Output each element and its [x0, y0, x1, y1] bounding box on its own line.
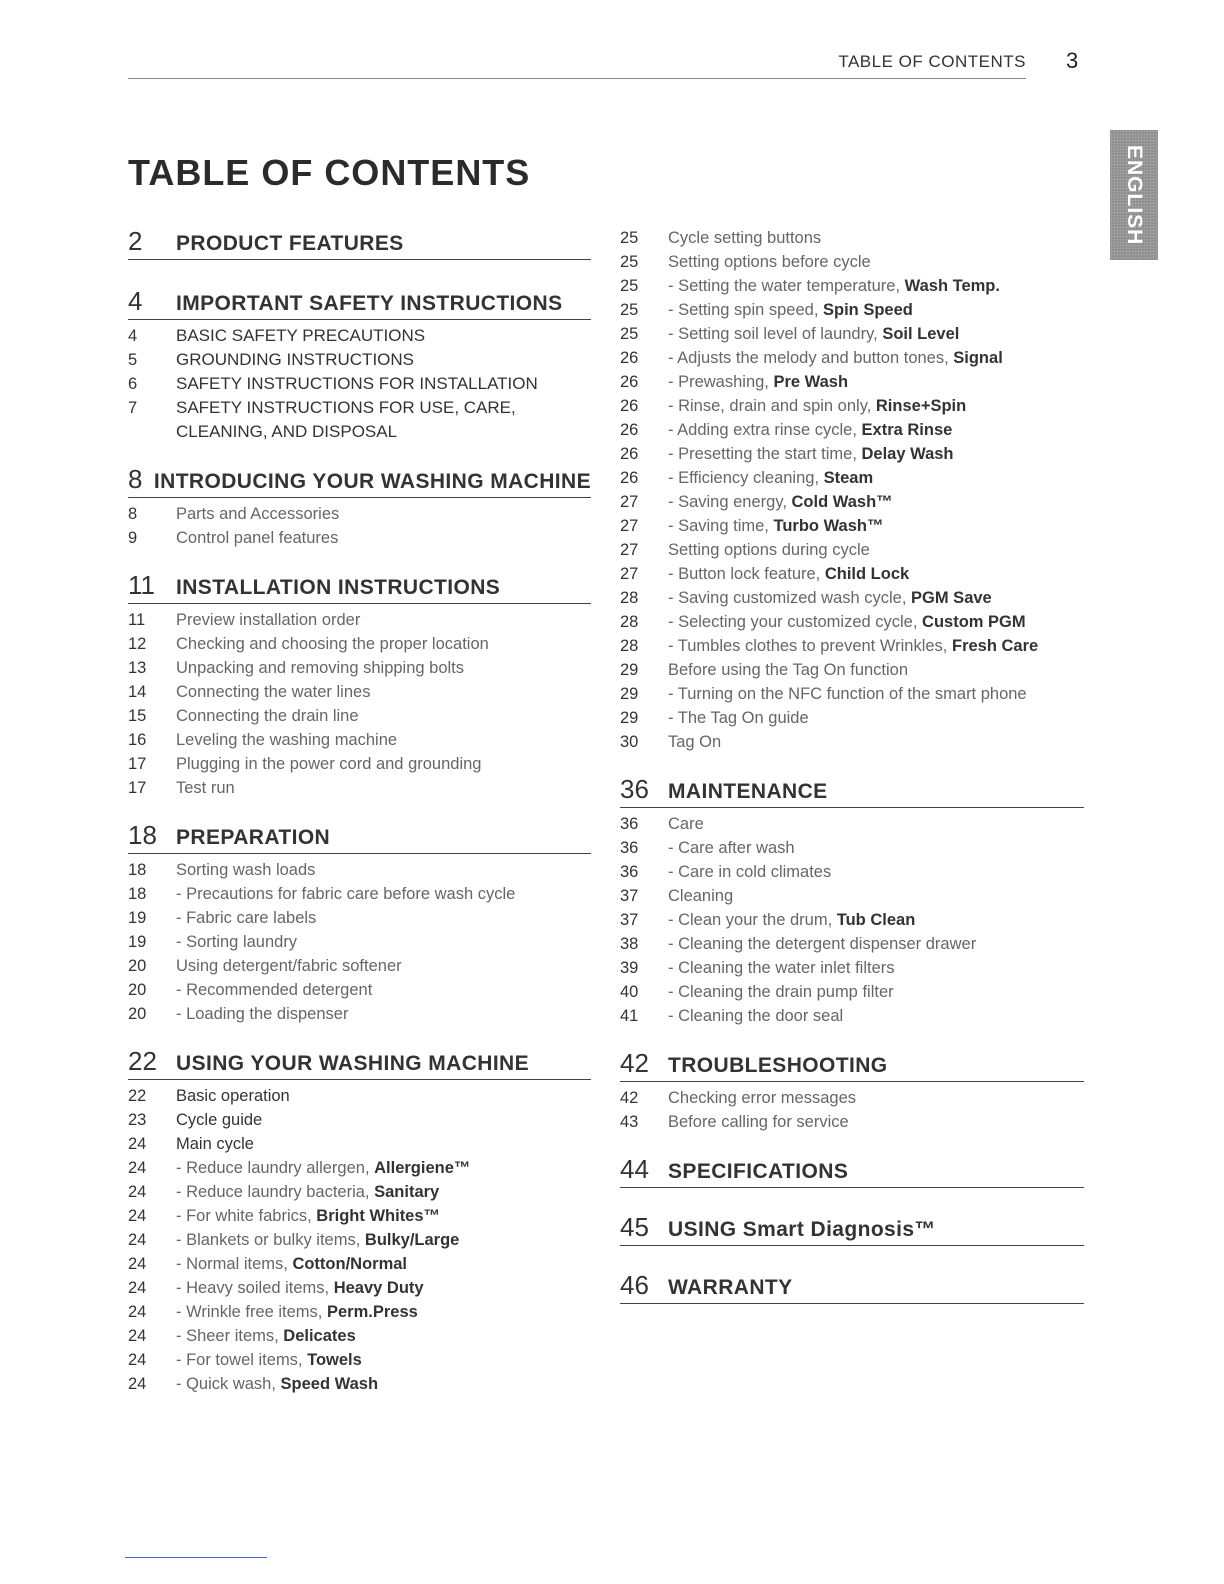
- entry-page: 40: [620, 983, 639, 1001]
- entry-page: 17: [128, 755, 147, 773]
- toc-entry[interactable]: [128, 776, 591, 800]
- toc-entry[interactable]: [128, 1252, 591, 1276]
- toc-entry[interactable]: [620, 908, 1084, 932]
- toc-section-maintenance: [620, 774, 1084, 1028]
- entry-page: 29: [620, 661, 639, 679]
- toc-section-installation: [128, 570, 591, 800]
- toc-entry[interactable]: [620, 586, 1084, 610]
- entry-page: 27: [620, 565, 639, 583]
- entry-page: 25: [620, 277, 639, 295]
- toc-entry[interactable]: [620, 812, 1084, 836]
- entry-page: 29: [620, 685, 639, 703]
- entry-text: - Rinse, drain and spin only,: [668, 397, 876, 415]
- entry-text: - Efficiency cleaning,: [668, 469, 824, 487]
- toc-entry[interactable]: [128, 1132, 591, 1156]
- entry-text: - Selecting your customized cycle,: [668, 613, 923, 631]
- section-heading: [620, 1212, 1084, 1246]
- entry-text: - Loading the dispenser: [176, 1005, 349, 1023]
- entry-text: Using detergent/fabric softener: [176, 957, 402, 975]
- entry-text: - Reduce laundry bacteria,: [176, 1183, 375, 1201]
- entry-page: 24: [128, 1207, 147, 1225]
- toc-entry[interactable]: [620, 298, 1084, 322]
- toc-section-introducing: [128, 464, 591, 550]
- language-tab-label: ENGLISH: [1123, 144, 1146, 246]
- toc-entry[interactable]: [620, 442, 1084, 466]
- section-page-number: 45: [620, 1212, 649, 1242]
- entry-text: Basic operation: [176, 1087, 290, 1105]
- entry-text: Preview installation order: [176, 611, 361, 629]
- entry-text: Checking and choosing the proper location: [176, 635, 489, 653]
- toc-section-troubleshooting: [620, 1048, 1084, 1134]
- entry-text: Leveling the washing machine: [176, 731, 398, 749]
- entry-page: 4: [128, 327, 138, 345]
- entry-page: 24: [128, 1135, 147, 1153]
- entry-text: - For white fabrics,: [176, 1207, 317, 1225]
- entry-text: Main cycle: [176, 1135, 254, 1153]
- toc-entry[interactable]: [128, 372, 591, 396]
- entry-keyword: Custom PGM: [922, 613, 1026, 631]
- entry-page: 41: [620, 1007, 639, 1025]
- toc-entry[interactable]: [620, 634, 1084, 658]
- entry-page: 27: [620, 517, 639, 535]
- entry-text: - For towel items,: [176, 1351, 308, 1369]
- toc-entry[interactable]: [128, 930, 591, 954]
- toc-entry[interactable]: [620, 490, 1084, 514]
- toc-entry[interactable]: [128, 656, 591, 680]
- section-title: TROUBLESHOOTING: [668, 1054, 888, 1077]
- toc-entry[interactable]: [620, 1086, 1084, 1110]
- entry-page: 14: [128, 683, 147, 701]
- section-heading[interactable]: [620, 1048, 1084, 1082]
- section-page-number: 36: [620, 774, 649, 804]
- entry-text: - Cleaning the water inlet filters: [668, 959, 895, 977]
- entry-keyword: Turbo Wash™: [773, 517, 884, 535]
- section-heading[interactable]: [128, 464, 591, 498]
- toc-entry[interactable]: [128, 1002, 591, 1026]
- section-title: IMPORTANT SAFETY INSTRUCTIONS: [176, 292, 563, 315]
- toc-entry[interactable]: [620, 836, 1084, 860]
- page-title: TABLE OF CONTENTS: [128, 152, 531, 193]
- toc-entry[interactable]: [620, 418, 1084, 442]
- toc-section-preparation: [128, 820, 591, 1026]
- entry-keyword: Sanitary: [374, 1183, 440, 1201]
- entry-keyword: Delicates: [283, 1327, 356, 1345]
- entry-text: - Cleaning the drain pump filter: [668, 983, 894, 1001]
- toc-entry[interactable]: [128, 1348, 591, 1372]
- entry-text: - Button lock feature,: [668, 565, 825, 583]
- entry-text: - Fabric care labels: [176, 909, 317, 927]
- entry-page: 6: [128, 375, 138, 393]
- entry-page: 28: [620, 613, 639, 631]
- entry-keyword: Wash Temp.: [904, 277, 1000, 295]
- entry-text: Parts and Accessories: [176, 505, 340, 523]
- entry-text: - Saving energy,: [668, 493, 792, 511]
- entry-page: 36: [620, 863, 639, 881]
- entry-page: 18: [128, 861, 147, 879]
- entry-keyword: Spin Speed: [823, 301, 913, 319]
- entry-text: - Turning on the NFC function of the smart phone: [668, 685, 1027, 703]
- footer-rule: [125, 1557, 267, 1558]
- entry-keyword: PGM Save: [911, 589, 992, 607]
- entry-page: 24: [128, 1279, 147, 1297]
- entry-text: - Recommended detergent: [176, 981, 373, 999]
- toc-entry[interactable]: [128, 752, 591, 776]
- toc-entry[interactable]: [128, 680, 591, 704]
- entry-page: 26: [620, 469, 639, 487]
- toc-entry[interactable]: [128, 728, 591, 752]
- entry-text: - Precautions for fabric care before wash cycle: [176, 885, 516, 903]
- section-page-number: 46: [620, 1270, 649, 1300]
- entry-page: 15: [128, 707, 147, 725]
- toc-entry[interactable]: [620, 538, 1084, 562]
- entry-page: 24: [128, 1351, 147, 1369]
- entry-text: - Tumbles clothes to prevent Wrinkles,: [668, 637, 952, 655]
- toc-entry[interactable]: [620, 322, 1084, 346]
- entry-page: 26: [620, 445, 639, 463]
- entry-page: 24: [128, 1375, 147, 1393]
- entry-page: 36: [620, 815, 639, 833]
- entry-text: Cycle guide: [176, 1111, 263, 1129]
- entry-page: 18: [128, 885, 147, 903]
- entry-keyword: Towels: [307, 1351, 362, 1369]
- toc-entry[interactable]: [620, 682, 1084, 706]
- entry-keyword: Speed Wash: [280, 1375, 379, 1393]
- entry-text: - Reduce laundry allergen,: [176, 1159, 375, 1177]
- entry-text: - Care after wash: [668, 839, 795, 857]
- entry-keyword: Pre Wash: [773, 373, 849, 391]
- toc-entry[interactable]: [128, 882, 591, 906]
- entry-page: 24: [128, 1303, 147, 1321]
- entry-keyword: Fresh Care: [951, 637, 1039, 655]
- section-page-number: 42: [620, 1048, 649, 1078]
- entry-page: 16: [128, 731, 147, 749]
- toc-entry[interactable]: [620, 730, 1084, 754]
- entry-keyword: Tub Clean: [836, 911, 916, 929]
- toc-entry[interactable]: [620, 980, 1084, 1004]
- entry-keyword: Bright Whites™: [316, 1207, 441, 1225]
- entry-keyword: Child Lock: [824, 565, 910, 583]
- toc-entry[interactable]: [128, 396, 591, 420]
- toc-entry[interactable]: [620, 370, 1084, 394]
- toc-entry[interactable]: [620, 394, 1084, 418]
- toc-entry[interactable]: [620, 274, 1084, 298]
- running-header: [128, 50, 1026, 79]
- section-page-number: 11: [128, 570, 155, 600]
- section-heading[interactable]: [128, 286, 591, 320]
- entry-page: 25: [620, 229, 639, 247]
- entry-text: - Cleaning the door seal: [668, 1007, 844, 1025]
- section-page-number: 2: [128, 226, 143, 256]
- entry-text: SAFETY INSTRUCTIONS FOR INSTALLATION: [176, 374, 538, 393]
- toc-entry[interactable]: [620, 1004, 1084, 1028]
- entry-keyword: Bulky/Large: [364, 1231, 460, 1249]
- section-title: SPECIFICATIONS: [668, 1160, 849, 1183]
- section-page-number: 44: [620, 1154, 649, 1184]
- entry-text: Setting options before cycle: [668, 253, 871, 271]
- section-heading: [128, 226, 591, 260]
- entry-page: 26: [620, 373, 639, 391]
- section-title: INTRODUCING YOUR WASHING MACHINE: [153, 470, 591, 493]
- entry-text: Cycle setting buttons: [668, 229, 822, 247]
- entry-page: 22: [128, 1087, 147, 1105]
- section-heading: [620, 1270, 1084, 1304]
- section-heading: [620, 1154, 1084, 1188]
- toc-section-product-features[interactable]: [128, 226, 591, 260]
- entry-keyword: Extra Rinse: [861, 421, 953, 439]
- toc-entry[interactable]: [620, 514, 1084, 538]
- toc-entry[interactable]: [128, 1180, 591, 1204]
- section-page-number: 4: [128, 286, 143, 316]
- entry-text: - Adjusts the melody and button tones,: [668, 349, 954, 367]
- entry-page: 37: [620, 911, 639, 929]
- toc-entry[interactable]: [128, 1228, 591, 1252]
- entry-page: 24: [128, 1231, 147, 1249]
- section-title: MAINTENANCE: [668, 780, 828, 803]
- entry-text: - Sorting laundry: [176, 933, 298, 951]
- entry-page: 25: [620, 253, 639, 271]
- entry-text: Cleaning: [668, 887, 734, 905]
- toc-right-column: [620, 226, 1084, 1308]
- toc-entry[interactable]: [620, 884, 1084, 908]
- entry-text: - Cleaning the detergent dispenser drawer: [668, 935, 977, 953]
- entry-text: - Quick wash,: [176, 1375, 281, 1393]
- entry-page: 23: [128, 1111, 147, 1129]
- entry-text: Checking error messages: [668, 1089, 856, 1107]
- toc-left-column: [128, 226, 591, 1396]
- entry-text: Unpacking and removing shipping bolts: [176, 659, 465, 677]
- entry-text: - Setting spin speed,: [668, 301, 824, 319]
- entry-page: 27: [620, 493, 639, 511]
- toc-entry[interactable]: [128, 954, 591, 978]
- entry-keyword: Heavy Duty: [333, 1279, 424, 1297]
- entry-text: Care: [668, 815, 704, 833]
- toc-entry[interactable]: [128, 978, 591, 1002]
- toc-entry[interactable]: [620, 226, 1084, 250]
- entry-keyword: Rinse+Spin: [875, 397, 967, 415]
- entry-keyword: Delay Wash: [861, 445, 954, 463]
- entry-text: Setting options during cycle: [668, 541, 870, 559]
- toc-entry[interactable]: [620, 706, 1084, 730]
- toc-section-using-continued: [620, 226, 1084, 754]
- entry-text: GROUNDING INSTRUCTIONS: [176, 350, 414, 369]
- entry-text: - Presetting the start time,: [668, 445, 862, 463]
- toc-section-using: [128, 1046, 591, 1396]
- toc-entry[interactable]: [620, 956, 1084, 980]
- toc-entry-continuation[interactable]: [128, 420, 591, 444]
- entry-page: 12: [128, 635, 147, 653]
- entry-text: - Saving time,: [668, 517, 774, 535]
- entry-page: 7: [128, 399, 138, 417]
- entry-page: 25: [620, 301, 639, 319]
- entry-text: Sorting wash loads: [176, 861, 316, 879]
- toc-entry[interactable]: [620, 932, 1084, 956]
- toc-entry[interactable]: [620, 562, 1084, 586]
- toc-entry[interactable]: [128, 324, 591, 348]
- entry-text: - Heavy soiled items,: [176, 1279, 334, 1297]
- entry-page: 11: [128, 611, 146, 629]
- entry-page: 24: [128, 1159, 147, 1177]
- section-title: INSTALLATION INSTRUCTIONS: [176, 576, 501, 599]
- entry-page: 30: [620, 733, 639, 751]
- toc-entry[interactable]: [128, 1156, 591, 1180]
- entry-keyword: Steam: [823, 469, 874, 487]
- toc-entry[interactable]: [128, 1276, 591, 1300]
- entry-page: 24: [128, 1183, 147, 1201]
- entry-text: Connecting the water lines: [176, 683, 371, 701]
- entry-page: 38: [620, 935, 639, 953]
- toc-entry[interactable]: [128, 632, 591, 656]
- entry-page: 20: [128, 1005, 147, 1023]
- entry-page: 24: [128, 1327, 147, 1345]
- toc-section-safety: [128, 286, 591, 444]
- language-tab: [1110, 130, 1158, 260]
- toc-entry[interactable]: [128, 608, 591, 632]
- toc-entry[interactable]: [620, 466, 1084, 490]
- entry-text: Before using the Tag On function: [668, 661, 909, 679]
- entry-page: 36: [620, 839, 639, 857]
- toc-entry[interactable]: [128, 704, 591, 728]
- entry-page: 29: [620, 709, 639, 727]
- toc-entry[interactable]: [620, 250, 1084, 274]
- toc-entry[interactable]: [620, 860, 1084, 884]
- entry-text: - Normal items,: [176, 1255, 293, 1273]
- toc-entry[interactable]: [128, 1300, 591, 1324]
- toc-entry[interactable]: [620, 610, 1084, 634]
- section-heading[interactable]: [128, 820, 591, 854]
- entry-page: [128, 420, 176, 444]
- entry-page: 5: [128, 351, 138, 369]
- toc-entry[interactable]: [620, 658, 1084, 682]
- toc-entry[interactable]: [620, 1110, 1084, 1134]
- entry-text: - Wrinkle free items,: [176, 1303, 327, 1321]
- entry-page: 39: [620, 959, 639, 977]
- section-page-number: 18: [128, 820, 157, 850]
- entry-text: - Clean your the drum,: [668, 911, 837, 929]
- toc-entry[interactable]: [128, 906, 591, 930]
- toc-entry[interactable]: [128, 1324, 591, 1348]
- entry-keyword: Allergiene™: [374, 1159, 471, 1177]
- entry-page: 8: [128, 505, 138, 523]
- toc-entry[interactable]: [128, 1204, 591, 1228]
- entry-text: - Adding extra rinse cycle,: [668, 421, 862, 439]
- entry-page: 43: [620, 1113, 639, 1131]
- toc-entry[interactable]: [128, 1372, 591, 1396]
- entry-keyword: Cotton/Normal: [292, 1255, 408, 1273]
- entry-text: BASIC SAFETY PRECAUTIONS: [176, 326, 426, 345]
- entry-page: 26: [620, 421, 639, 439]
- entry-page: 24: [128, 1255, 147, 1273]
- section-title: PREPARATION: [176, 826, 331, 849]
- toc-entry[interactable]: [128, 858, 591, 882]
- entry-text: Before calling for service: [668, 1113, 849, 1131]
- toc-section-warranty[interactable]: [620, 1270, 1084, 1304]
- entry-keyword: Cold Wash™: [791, 493, 893, 511]
- entry-page: 17: [128, 779, 147, 797]
- entry-page: 19: [128, 909, 147, 927]
- entry-page: 26: [620, 397, 639, 415]
- running-header-title: TABLE OF CONTENTS: [838, 52, 1026, 71]
- toc-section-smart-diagnosis[interactable]: [620, 1212, 1084, 1246]
- section-title: USING YOUR WASHING MACHINE: [176, 1052, 530, 1075]
- entry-page: 20: [128, 957, 147, 975]
- entry-text: - Saving customized wash cycle,: [668, 589, 912, 607]
- entry-text: - The Tag On guide: [668, 709, 809, 727]
- entry-text: Connecting the drain line: [176, 707, 359, 725]
- entry-text: Plugging in the power cord and grounding: [176, 755, 482, 773]
- entry-text: - Setting soil level of laundry,: [668, 325, 883, 343]
- entry-page: 26: [620, 349, 639, 367]
- entry-text: CLEANING, AND DISPOSAL: [176, 422, 398, 441]
- entry-text: - Blankets or bulky items,: [176, 1231, 365, 1249]
- entry-page: 25: [620, 325, 639, 343]
- entry-text: - Sheer items,: [176, 1327, 284, 1345]
- entry-text: - Setting the water temperature,: [668, 277, 905, 295]
- entry-text: - Prewashing,: [668, 373, 774, 391]
- entry-page: 20: [128, 981, 147, 999]
- entry-page: 27: [620, 541, 639, 559]
- section-heading[interactable]: [128, 570, 591, 604]
- toc-entry[interactable]: [128, 502, 591, 526]
- section-heading[interactable]: [620, 774, 1084, 808]
- entry-page: 28: [620, 589, 639, 607]
- section-title: PRODUCT FEATURES: [176, 232, 404, 255]
- toc-entry[interactable]: [128, 526, 591, 550]
- entry-keyword: Signal: [953, 349, 1003, 367]
- toc-entry[interactable]: [128, 1108, 591, 1132]
- section-title: USING Smart Diagnosis™: [668, 1218, 936, 1241]
- entry-page: 37: [620, 887, 639, 905]
- entry-page: 9: [128, 529, 138, 547]
- section-title: WARRANTY: [668, 1276, 793, 1299]
- section-page-number: 8: [128, 464, 143, 494]
- entry-page: 42: [620, 1089, 639, 1107]
- entry-page: 28: [620, 637, 639, 655]
- entry-page: 19: [128, 933, 147, 951]
- toc-section-specifications[interactable]: [620, 1154, 1084, 1188]
- entry-text: Control panel features: [176, 529, 339, 547]
- entry-page: 13: [128, 659, 147, 677]
- section-page-number: 22: [128, 1046, 157, 1076]
- toc-entry[interactable]: [128, 1084, 591, 1108]
- section-heading[interactable]: [128, 1046, 591, 1080]
- entry-text: - Care in cold climates: [668, 863, 832, 881]
- toc-entry[interactable]: [620, 346, 1084, 370]
- entry-keyword: Soil Level: [882, 325, 960, 343]
- entry-keyword: Perm.Press: [326, 1303, 418, 1321]
- entry-text: Tag On: [668, 733, 722, 751]
- page-number: 3: [1066, 48, 1079, 73]
- toc-entry[interactable]: [128, 348, 591, 372]
- entry-text: SAFETY INSTRUCTIONS FOR USE, CARE,: [176, 398, 516, 417]
- entry-text: Test run: [176, 779, 235, 797]
